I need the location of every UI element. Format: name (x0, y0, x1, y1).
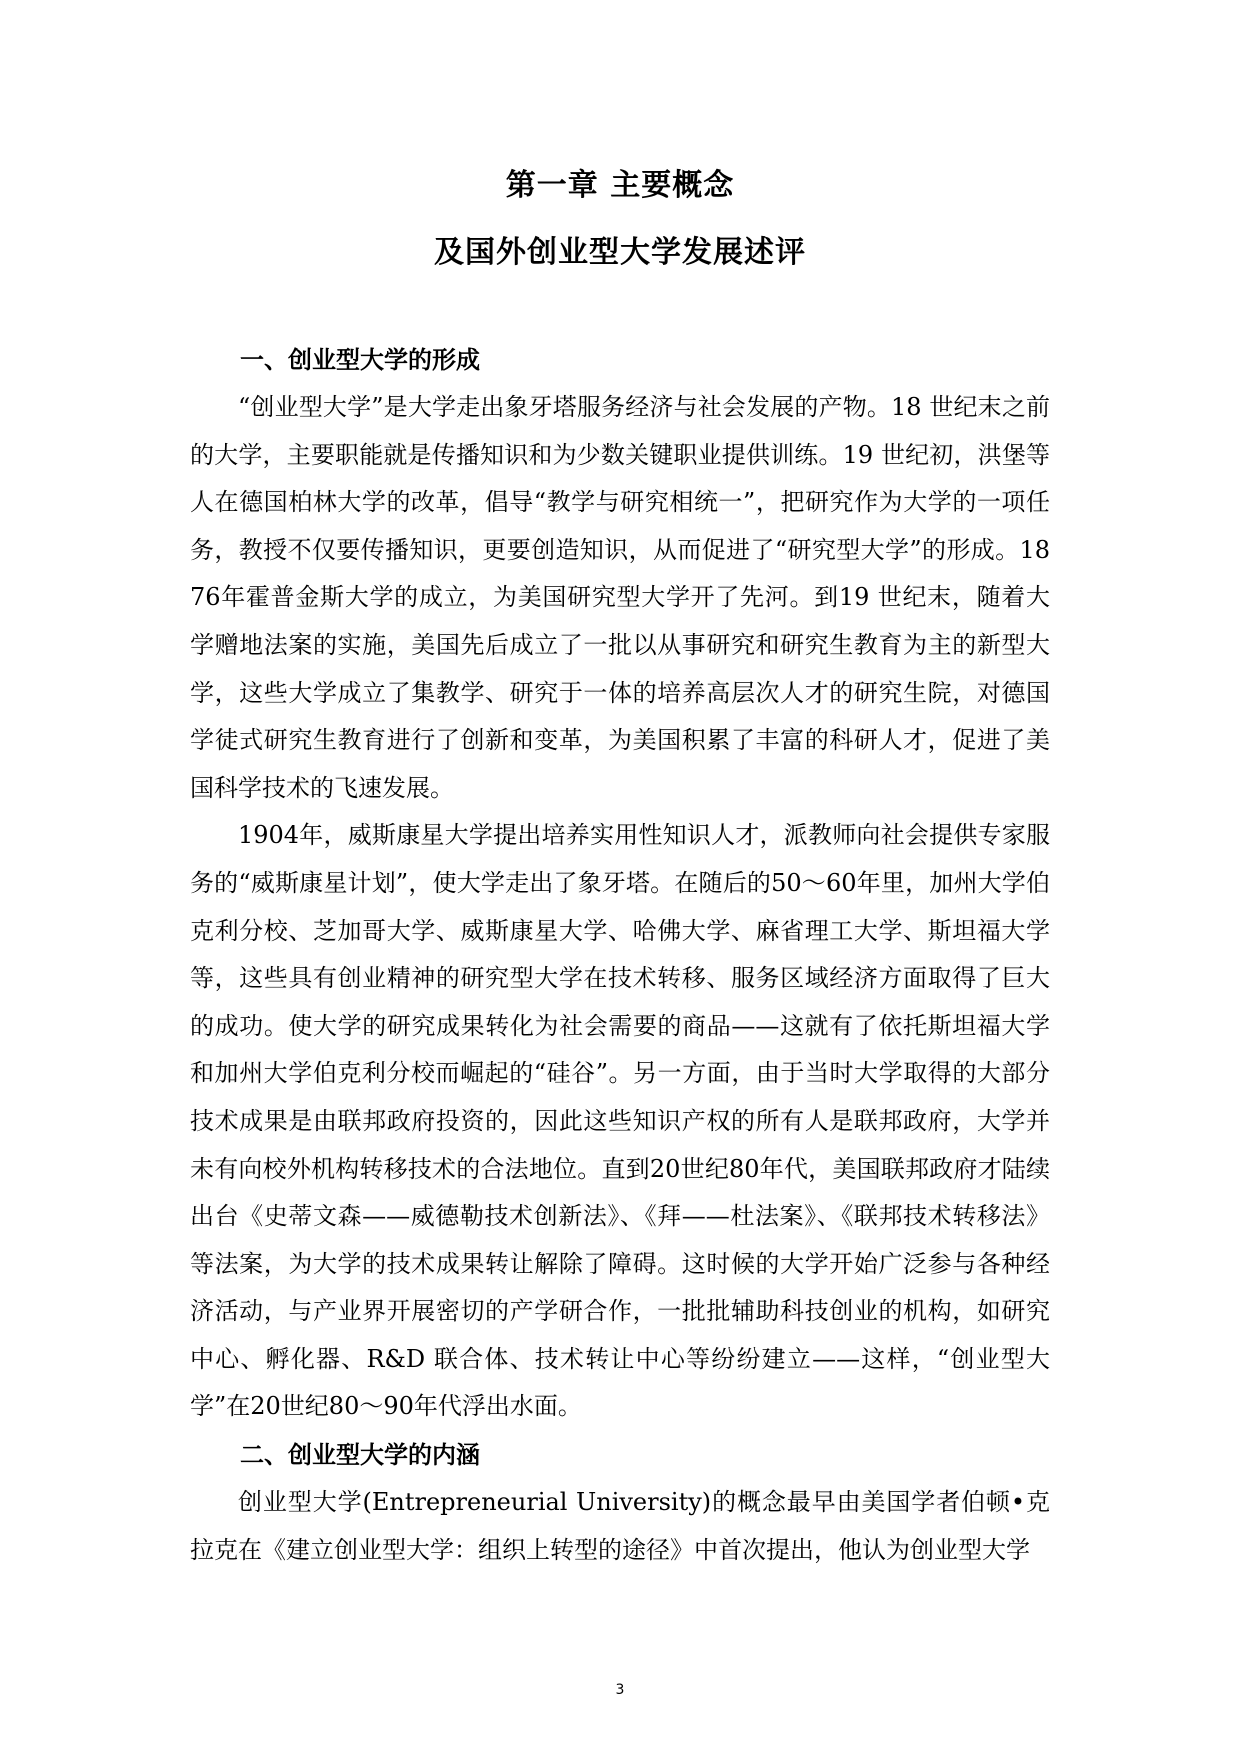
chapter-title: 第一章 主要概念 (505, 168, 735, 203)
chapter-subtitle: 及国外创业型大学发展述评 (434, 235, 806, 270)
page-number: 3 (615, 1682, 625, 1698)
paragraph: 1904年，威斯康星大学提出培养实用性知识人才，派教师向社会提供专家服务的“威斯康星计划”，使大学走出了象牙塔。在随后的50～60年里，加州大学伯克利分校、芝加哥大学、威斯康星大学、哈佛大学、麻省理工大学、斯坦福大学等，这些具有创业精神的研究型大学在技术转移、服务区域经济方面取得了巨大的成功。使大学的研究成果转化为社会需要的商品——这就有了依托斯坦福大学和加州大学伯克利分校而崛起的“硅谷”。另一方面，由于当时大学取得的大部分技术成果是由联邦政府投资的，因此这些知识产权的所有人是联邦政府，大学并未有向校外机构转移技术的合法地位。直到20世纪80年代，美国联邦政府才陆续出台《史蒂文森——威德勒技术创新法》、《拜——杜法案》、《联邦技术转移法》等法案，为大学的技术成果转让解除了障碍。这时候的大学开始广泛参与各种经济活动，与产业界开展密切的产学研合作，一批批辅助科技创业的机构，如研究中心、孵化器、R&D 联合体、技术转让中心等纷纷建立——这样，“创业型大学”在20世纪80～90年代浮出水面。 (190, 821, 1050, 1421)
section-heading-formation: 一、创业型大学的形成 (240, 346, 480, 374)
paragraph: 创业型大学(Entrepreneurial University)的概念最早由美国学者伯顿•克拉克在《建立创业型大学：组织上转型的途径》中首次提出，他认为创业型大学 (190, 1488, 1050, 1564)
section-heading-connotation: 二、创业型大学的内涵 (240, 1441, 480, 1470)
document-body (190, 336, 1050, 1574)
paragraph: “创业型大学”是大学走出象牙塔服务经济与社会发展的产物。18 世纪末之前的大学，主要职能就是传播知识和为少数关键职业提供训练。19 世纪初，洪堡等人在德国柏林大学的改革，倡导“教学与研究相统一”，把研究作为大学的一项任务，教授不仅要传播知识，更要创造知识，从而促进了“研究型大学”的形成。1876年霍普金斯大学的成立，为美国研究型大学开了先河。到19 世纪末，随着大学赠地法案的实施，美国先后成立了一批以从事研究和研究生教育为主的新型大学，这些大学成立了集教学、研究于一体的培养高层次人才的研究生院，对德国学徒式研究生教育进行了创新和变革，为美国积累了丰富的科研人才，促进了美国科学技术的飞速发展。 (190, 393, 1050, 802)
